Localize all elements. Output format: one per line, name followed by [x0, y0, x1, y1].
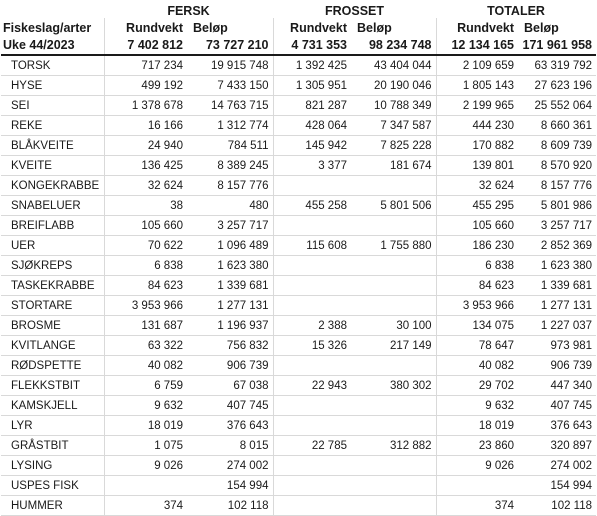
total-frosset-rundvekt: 4 731 353: [273, 35, 351, 55]
cell-fersk-belop: 376 643: [187, 416, 273, 436]
cell-frosset-belop: 7 347 587: [351, 116, 436, 136]
table-row: [1, 336, 596, 356]
cell-fersk-rundvekt: 63 322: [104, 336, 187, 356]
cell-frosset-rundvekt: [273, 296, 351, 316]
table-body: [1, 35, 596, 516]
cell-frosset-rundvekt: 821 287: [273, 96, 351, 116]
cell-totaler-rundvekt: 444 230: [436, 116, 518, 136]
cell-fersk-belop: 1 312 774: [187, 116, 273, 136]
cell-totaler-rundvekt: 2 109 659: [436, 55, 518, 76]
cell-fersk-rundvekt: [104, 476, 187, 496]
cell-totaler-rundvekt: 374: [436, 496, 518, 516]
cell-totaler-rundvekt: [436, 476, 518, 496]
cell-frosset-belop: [351, 296, 436, 316]
cell-fersk-rundvekt: 16 166: [104, 116, 187, 136]
cell-totaler-belop: 2 852 369: [518, 236, 596, 256]
cell-frosset-rundvekt: 3 377: [273, 156, 351, 176]
cell-totaler-rundvekt: 170 882: [436, 136, 518, 156]
cell-frosset-rundvekt: 15 326: [273, 336, 351, 356]
total-totaler-belop: 171 961 958: [518, 35, 596, 55]
cell-totaler-rundvekt: 9 026: [436, 456, 518, 476]
fersk-belop-header: Beløp: [187, 18, 273, 35]
cell-totaler-belop: 8 609 739: [518, 136, 596, 156]
cell-fersk-belop: 8 157 776: [187, 176, 273, 196]
cell-frosset-belop: 7 825 228: [351, 136, 436, 156]
cell-totaler-belop: 407 745: [518, 396, 596, 416]
cell-totaler-belop: 63 319 792: [518, 55, 596, 76]
cell-fersk-rundvekt: 1 378 678: [104, 96, 187, 116]
table-row: [1, 476, 596, 496]
species-name: SEI: [1, 96, 104, 116]
totaler-belop-header: Beløp: [524, 21, 559, 35]
cell-fersk-belop: 784 511: [187, 136, 273, 156]
cell-totaler-belop: 25 552 064: [518, 96, 596, 116]
cell-fersk-rundvekt: 499 192: [104, 76, 187, 96]
table-row: [1, 236, 596, 256]
species-name: KVEITE: [1, 156, 104, 176]
cell-fersk-belop: 1 096 489: [187, 236, 273, 256]
table-row: [1, 316, 596, 336]
cell-fersk-rundvekt: 18 019: [104, 416, 187, 436]
cell-frosset-belop: [351, 276, 436, 296]
group-header-fersk: FERSK: [167, 4, 210, 18]
cell-totaler-belop: 3 257 717: [518, 216, 596, 236]
cell-frosset-belop: 217 149: [351, 336, 436, 356]
cell-fersk-rundvekt: 9 026: [104, 456, 187, 476]
cell-fersk-belop: 67 038: [187, 376, 273, 396]
cell-frosset-belop: [351, 216, 436, 236]
species-name: BLÅKVEITE: [1, 136, 104, 156]
cell-totaler-belop: 274 002: [518, 456, 596, 476]
cell-frosset-rundvekt: 1 392 425: [273, 55, 351, 76]
cell-fersk-belop: 274 002: [187, 456, 273, 476]
cell-totaler-rundvekt: 78 647: [436, 336, 518, 356]
table-row: [1, 356, 596, 376]
table-row: [1, 496, 596, 516]
cell-fersk-belop: 8 015: [187, 436, 273, 456]
table-row: [1, 76, 596, 96]
cell-totaler-belop: 1 227 037: [518, 316, 596, 336]
cell-totaler-belop: 376 643: [518, 416, 596, 436]
cell-totaler-belop: 154 994: [518, 476, 596, 496]
cell-fersk-belop: 1 277 131: [187, 296, 273, 316]
cell-totaler-belop: 102 118: [518, 496, 596, 516]
cell-frosset-belop: [351, 416, 436, 436]
cell-totaler-belop: 973 981: [518, 336, 596, 356]
cell-totaler-rundvekt: 84 623: [436, 276, 518, 296]
cell-frosset-rundvekt: [273, 276, 351, 296]
cell-fersk-belop: 102 118: [187, 496, 273, 516]
cell-fersk-rundvekt: 6 838: [104, 256, 187, 276]
cell-frosset-belop: 20 190 046: [351, 76, 436, 96]
cell-totaler-rundvekt: 2 199 965: [436, 96, 518, 116]
cell-totaler-belop: 1 623 380: [518, 256, 596, 276]
cell-frosset-rundvekt: 428 064: [273, 116, 351, 136]
cell-frosset-belop: [351, 496, 436, 516]
group-header-frosset: FROSSET: [324, 4, 385, 18]
cell-fersk-belop: 154 994: [187, 476, 273, 496]
species-name: HYSE: [1, 76, 104, 96]
species-name: KVITLANGE: [1, 336, 104, 356]
species-name: RØDSPETTE: [1, 356, 104, 376]
cell-totaler-rundvekt: 3 953 966: [436, 296, 518, 316]
cell-totaler-belop: 1 339 681: [518, 276, 596, 296]
cell-frosset-rundvekt: 2 388: [273, 316, 351, 336]
cell-totaler-rundvekt: 139 801: [436, 156, 518, 176]
totaler-rundvekt-header: Rundvekt: [457, 21, 515, 35]
catch-statistics-table: [1, 0, 596, 516]
group-header-totaler: TOTALER: [487, 4, 545, 18]
cell-frosset-belop: 312 882: [351, 436, 436, 456]
species-name: BREIFLABB: [1, 216, 104, 236]
cell-frosset-rundvekt: [273, 256, 351, 276]
cell-totaler-rundvekt: 40 082: [436, 356, 518, 376]
cell-frosset-rundvekt: 1 305 951: [273, 76, 351, 96]
cell-frosset-rundvekt: 22 943: [273, 376, 351, 396]
fersk-rundvekt-header: Rundvekt: [126, 21, 183, 35]
species-name: TASKEKRABBE: [1, 276, 104, 296]
column-header-row: [1, 18, 596, 35]
table-row: [1, 55, 596, 76]
table-row: [1, 136, 596, 156]
table-row: [1, 416, 596, 436]
table-row: [1, 116, 596, 136]
species-name: SJØKREPS: [1, 256, 104, 276]
cell-frosset-rundvekt: 115 608: [273, 236, 351, 256]
cell-frosset-belop: 43 404 044: [351, 55, 436, 76]
cell-frosset-rundvekt: [273, 396, 351, 416]
cell-frosset-belop: 380 302: [351, 376, 436, 396]
species-name: FLEKKSTBIT: [1, 376, 104, 396]
cell-fersk-belop: 19 915 748: [187, 55, 273, 76]
species-name: USPES FISK: [1, 476, 104, 496]
cell-frosset-rundvekt: [273, 456, 351, 476]
cell-frosset-rundvekt: [273, 176, 351, 196]
cell-totaler-rundvekt: 23 860: [436, 436, 518, 456]
species-name: UER: [1, 236, 104, 256]
cell-fersk-rundvekt: 717 234: [104, 55, 187, 76]
cell-frosset-belop: [351, 256, 436, 276]
cell-fersk-belop: 7 433 150: [187, 76, 273, 96]
table-row: [1, 156, 596, 176]
species-name: SNABELUER: [1, 196, 104, 216]
species-name: BROSME: [1, 316, 104, 336]
week-label: Uke 44/2023: [1, 35, 104, 55]
group-header-spacer: [1, 0, 104, 18]
total-fersk-rundvekt: 7 402 812: [104, 35, 187, 55]
cell-fersk-rundvekt: 24 940: [104, 136, 187, 156]
table-row: [1, 216, 596, 236]
cell-fersk-belop: 906 739: [187, 356, 273, 376]
cell-totaler-belop: 8 157 776: [518, 176, 596, 196]
table-row: [1, 196, 596, 216]
table-row: [1, 396, 596, 416]
species-name: KAMSKJELL: [1, 396, 104, 416]
species-name: KONGEKRABBE: [1, 176, 104, 196]
table-row: [1, 276, 596, 296]
cell-totaler-belop: 5 801 986: [518, 196, 596, 216]
species-name: STORTARE: [1, 296, 104, 316]
cell-fersk-belop: 8 389 245: [187, 156, 273, 176]
cell-frosset-belop: 5 801 506: [351, 196, 436, 216]
cell-fersk-belop: 407 745: [187, 396, 273, 416]
cell-totaler-belop: 8 660 361: [518, 116, 596, 136]
cell-frosset-rundvekt: 455 258: [273, 196, 351, 216]
totals-row: [1, 35, 596, 55]
cell-totaler-belop: 320 897: [518, 436, 596, 456]
cell-fersk-belop: 14 763 715: [187, 96, 273, 116]
cell-totaler-rundvekt: 6 838: [436, 256, 518, 276]
cell-fersk-rundvekt: 1 075: [104, 436, 187, 456]
cell-totaler-rundvekt: 9 632: [436, 396, 518, 416]
total-fersk-belop: 73 727 210: [187, 35, 273, 55]
cell-totaler-rundvekt: 134 075: [436, 316, 518, 336]
cell-fersk-belop: 1 196 937: [187, 316, 273, 336]
cell-totaler-rundvekt: 29 702: [436, 376, 518, 396]
species-name: LYR: [1, 416, 104, 436]
cell-totaler-belop: 27 623 196: [518, 76, 596, 96]
cell-totaler-rundvekt: 18 019: [436, 416, 518, 436]
cell-frosset-belop: 1 755 880: [351, 236, 436, 256]
cell-totaler-belop: 906 739: [518, 356, 596, 376]
cell-fersk-rundvekt: 6 759: [104, 376, 187, 396]
cell-totaler-rundvekt: 105 660: [436, 216, 518, 236]
total-totaler-rundvekt: 12 134 165: [436, 35, 518, 55]
table-row: [1, 296, 596, 316]
cell-totaler-belop: 447 340: [518, 376, 596, 396]
species-name: HUMMER: [1, 496, 104, 516]
frosset-belop-header: Beløp: [351, 18, 436, 35]
cell-frosset-rundvekt: [273, 476, 351, 496]
table-row: [1, 436, 596, 456]
species-name: REKE: [1, 116, 104, 136]
cell-frosset-belop: [351, 356, 436, 376]
cell-frosset-rundvekt: [273, 416, 351, 436]
cell-frosset-belop: 181 674: [351, 156, 436, 176]
cell-fersk-rundvekt: 38: [104, 196, 187, 216]
table-row: [1, 376, 596, 396]
cell-totaler-rundvekt: 186 230: [436, 236, 518, 256]
cell-fersk-belop: 756 832: [187, 336, 273, 356]
cell-fersk-belop: 480: [187, 196, 273, 216]
cell-frosset-belop: 10 788 349: [351, 96, 436, 116]
cell-frosset-belop: [351, 396, 436, 416]
cell-totaler-rundvekt: 455 295: [436, 196, 518, 216]
table-row: [1, 96, 596, 116]
species-column-header: Fiskeslag/arter: [1, 18, 104, 35]
cell-fersk-rundvekt: 32 624: [104, 176, 187, 196]
cell-fersk-rundvekt: 136 425: [104, 156, 187, 176]
cell-frosset-rundvekt: [273, 216, 351, 236]
cell-frosset-belop: 30 100: [351, 316, 436, 336]
total-frosset-belop: 98 234 748: [351, 35, 436, 55]
cell-totaler-rundvekt: 32 624: [436, 176, 518, 196]
cell-fersk-rundvekt: 9 632: [104, 396, 187, 416]
table-row: [1, 456, 596, 476]
cell-totaler-belop: 8 570 920: [518, 156, 596, 176]
cell-frosset-rundvekt: [273, 356, 351, 376]
cell-fersk-rundvekt: 374: [104, 496, 187, 516]
species-name: TORSK: [1, 55, 104, 76]
cell-frosset-belop: [351, 456, 436, 476]
frosset-rundvekt-header: Rundvekt: [290, 21, 347, 35]
cell-fersk-belop: 3 257 717: [187, 216, 273, 236]
cell-frosset-belop: [351, 476, 436, 496]
cell-fersk-rundvekt: 40 082: [104, 356, 187, 376]
cell-fersk-belop: 1 623 380: [187, 256, 273, 276]
cell-fersk-rundvekt: 105 660: [104, 216, 187, 236]
cell-fersk-rundvekt: 70 622: [104, 236, 187, 256]
cell-frosset-rundvekt: [273, 496, 351, 516]
cell-fersk-rundvekt: 131 687: [104, 316, 187, 336]
cell-totaler-rundvekt: 1 805 143: [436, 76, 518, 96]
table-row: [1, 256, 596, 276]
cell-frosset-rundvekt: 145 942: [273, 136, 351, 156]
cell-fersk-rundvekt: 3 953 966: [104, 296, 187, 316]
cell-frosset-rundvekt: 22 785: [273, 436, 351, 456]
cell-totaler-belop: 1 277 131: [518, 296, 596, 316]
species-name: LYSING: [1, 456, 104, 476]
group-header-row: [1, 0, 596, 18]
table-row: [1, 176, 596, 196]
cell-fersk-rundvekt: 84 623: [104, 276, 187, 296]
cell-fersk-belop: 1 339 681: [187, 276, 273, 296]
cell-frosset-belop: [351, 176, 436, 196]
species-name: GRÅSTBIT: [1, 436, 104, 456]
